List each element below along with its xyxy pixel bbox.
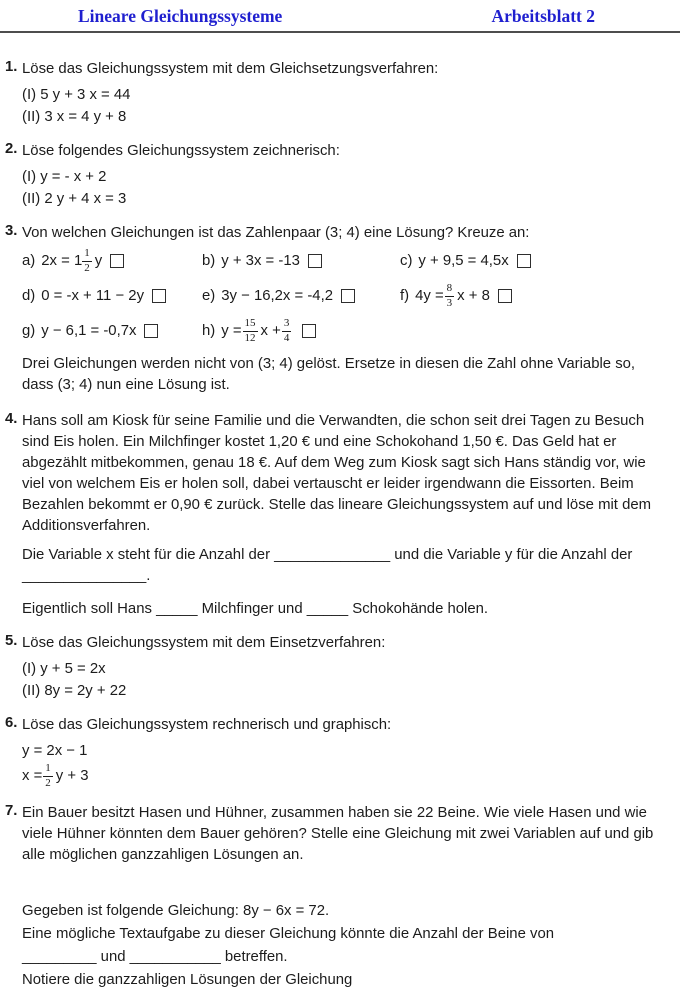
- equation-text: 3y − 16,2x = -4,2: [221, 288, 334, 305]
- equation-line: (II) 8y = 2y + 22: [22, 683, 127, 700]
- equation-text: y: [94, 253, 103, 270]
- textaufgabe-line-1: Eine mögliche Textaufgabe zu dieser Gleichung könnte die Anzahl der Beine von: [22, 926, 555, 943]
- equation-line: (I) y = - x + 2: [22, 169, 107, 185]
- bottom-exercise: [5, 900, 666, 992]
- option-label: e): [202, 288, 216, 305]
- task-prompt: Löse das Gleichungssystem mit dem Einsetzverfahren:: [22, 635, 386, 652]
- fraction-numerator: 8: [445, 283, 455, 297]
- equation-line: [22, 762, 666, 790]
- task-number: 7.: [5, 803, 18, 820]
- equation-option-f: [400, 283, 666, 309]
- equation-line: (II) 2 y + 4 x = 3: [22, 191, 127, 207]
- task3-note: Drei Gleichungen werden nicht von (3; 4) gelöst. Ersetze in diesen die Zahl ohne Variable so, dass (3; 4) nun eine Lösung ist.: [22, 356, 636, 394]
- checkbox-icon: [517, 254, 531, 268]
- fraction: [445, 283, 455, 309]
- fraction: [82, 248, 92, 274]
- task-number: 6.: [5, 715, 18, 732]
- option-label: b): [202, 253, 216, 270]
- fraction-denominator: 2: [45, 776, 51, 789]
- fraction-denominator: 12: [244, 331, 256, 344]
- page-title: Lineare Gleichungssysteme: [78, 6, 283, 26]
- fraction-denominator: 3: [446, 296, 453, 309]
- equation-text: 2x = 1: [41, 253, 83, 270]
- fraction: [282, 318, 292, 344]
- header: [0, 0, 680, 27]
- option-label: a): [22, 253, 36, 270]
- task-number: 3.: [5, 223, 18, 239]
- task-number: 5.: [5, 633, 18, 650]
- task-body: Hans soll am Kiosk für seine Familie und die Verwandten, die schon seit drei Tagen zu Besuch sind Eis holen. Ein Milchfinger kostet 1,20 € und eine Schokohand 1,50 €. Das Geld hat er abgezählt mitbekommen, genau 18 €. Auf dem Weg zum Kiosk sagt sich Hans ständig vor, wie viel von welchem Eis er holen soll, dabei vertauscht er leider irgendwann die Eissorten. Beim Bezahlen bekommt er 0,90 € zurück. Stelle das lineare Gleichungssystem auf und löse mit dem Additionsverfahren.: [22, 413, 652, 535]
- task-prompt: Löse das Gleichungssystem mit dem Gleichsetzungsverfahren:: [22, 61, 439, 77]
- equation-option-c: [400, 248, 666, 274]
- equation-text: x + 8: [457, 288, 490, 305]
- grid-spacer: [400, 318, 666, 344]
- task-3: [5, 223, 666, 396]
- equation-text: y − 6,1 = -0,7x: [41, 323, 137, 340]
- checkbox-icon: [341, 289, 355, 303]
- equation-option-a: [22, 248, 202, 274]
- equation-option-d: [22, 283, 202, 309]
- task-number: 4.: [5, 411, 18, 428]
- task-number: 1.: [5, 59, 18, 75]
- fraction-numerator: 3: [282, 318, 292, 332]
- task-5: [5, 633, 666, 702]
- task-6: [5, 715, 666, 790]
- equation-option-grid: [22, 248, 666, 344]
- equation-text: 0 = -x + 11 − 2y: [41, 288, 145, 305]
- task-number: 2.: [5, 141, 18, 157]
- equation-option-g: [22, 318, 202, 344]
- equation-line: (II) 3 x = 4 y + 8: [22, 109, 127, 125]
- task-prompt: Löse das Gleichungssystem rechnerisch und graphisch:: [22, 717, 392, 734]
- task-7: [5, 803, 666, 866]
- checkbox-icon: [152, 289, 166, 303]
- option-label: f): [400, 288, 410, 305]
- option-label: g): [22, 323, 36, 340]
- option-label: d): [22, 288, 36, 305]
- equation-text: 4y =: [415, 288, 444, 305]
- equation-option-e: [202, 283, 400, 309]
- checkbox-icon: [498, 289, 512, 303]
- equation-line: y = 2x − 1: [22, 743, 88, 760]
- equation-option-b: [202, 248, 400, 274]
- task-body: Ein Bauer besitzt Hasen und Hühner, zusammen haben sie 22 Beine. Wie viele Hasen und wie viele Hühner könnten dem Bauer gehören? Stelle eine Gleichung mit zwei Variablen auf und gib alle möglichen ganzzahligen Lösungen an.: [22, 805, 654, 864]
- fraction-numerator: 1: [82, 248, 92, 262]
- fraction: [243, 318, 258, 344]
- checkbox-icon: [144, 324, 158, 338]
- checkbox-icon: [302, 324, 316, 338]
- worksheet-label: Arbeitsblatt 2: [491, 6, 595, 26]
- equation-text: x =: [22, 768, 43, 785]
- answer-fill-line: Eigentlich soll Hans _____ Milchfinger und _____ Schokohände holen.: [22, 601, 489, 618]
- textaufgabe-line-2: _________ und ___________ betreffen.: [22, 949, 288, 966]
- fraction-numerator: 1: [43, 763, 53, 777]
- fraction-denominator: 4: [283, 331, 290, 344]
- checkbox-icon: [110, 254, 124, 268]
- equation-line: (I) 5 y + 3 x = 44: [22, 87, 131, 103]
- variables-fill-line: Die Variable x steht für die Anzahl der ______________ und die Variable y für die Anzahl der _______________.: [22, 547, 633, 585]
- equation-line: (I) y + 5 = 2x: [22, 661, 106, 678]
- equation-text: x +: [260, 323, 281, 340]
- checkbox-icon: [308, 254, 322, 268]
- equation-text: y + 3x = -13: [221, 253, 300, 270]
- equation-text: y + 3: [55, 768, 89, 785]
- fraction: [43, 763, 53, 789]
- option-label: c): [400, 253, 413, 270]
- task-prompt: Von welchen Gleichungen ist das Zahlenpaar (3; 4) eine Lösung? Kreuze an:: [22, 225, 530, 241]
- given-equation-line: Gegeben ist folgende Gleichung: 8y − 6x = 72.: [22, 903, 330, 920]
- task-4: [5, 411, 666, 620]
- fraction-numerator: 15: [243, 318, 258, 332]
- task-2: [5, 141, 666, 210]
- fraction-denominator: 2: [84, 261, 90, 274]
- task-1: [5, 59, 666, 128]
- equation-text: y =: [221, 323, 242, 340]
- closing-note: Notiere die ganzzahligen Lösungen der Gleichung: [22, 972, 353, 989]
- equation-option-h: [202, 318, 400, 344]
- equation-text: y + 9,5 = 4,5x: [418, 253, 509, 270]
- worksheet-body: [0, 33, 680, 992]
- option-label: h): [202, 323, 216, 340]
- task-prompt: Löse folgendes Gleichungssystem zeichnerisch:: [22, 143, 340, 159]
